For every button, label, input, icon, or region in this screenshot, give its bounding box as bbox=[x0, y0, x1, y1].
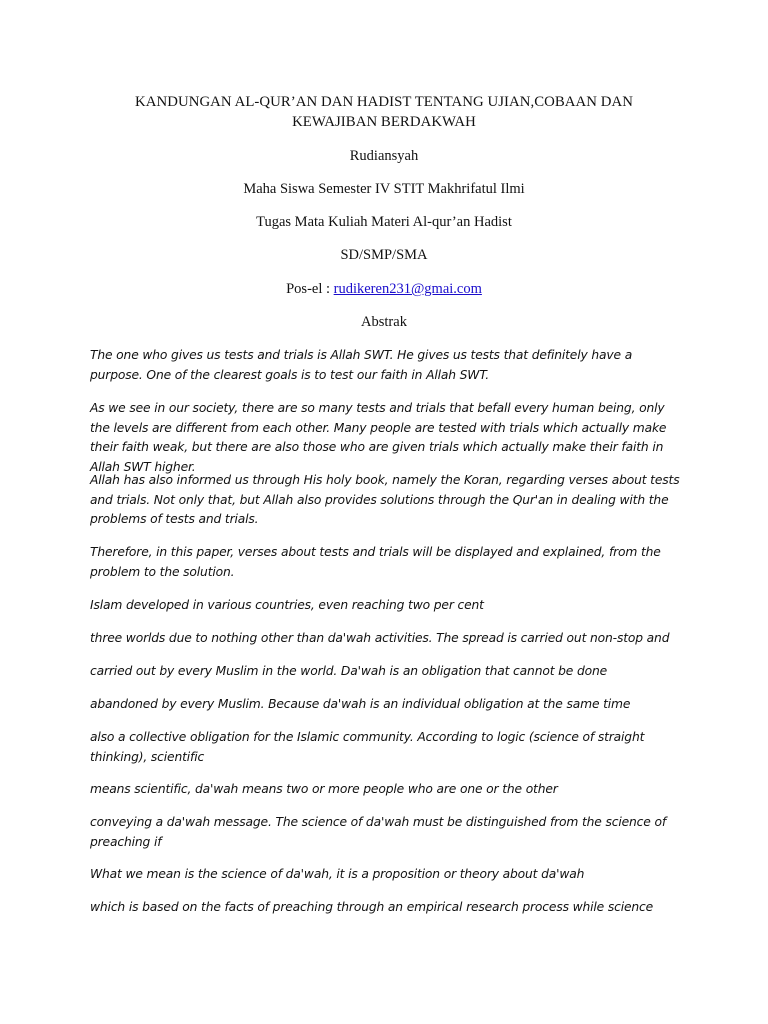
author-name: Rudiansyah bbox=[349, 148, 419, 164]
level-line: SD/SMP/SMA bbox=[340, 247, 428, 263]
abstract-paragraph: Allah has also informed us through His holy book, namely the Koran, regarding verses about tests and trials. Not only that, but Allah also provides solutions through the Qur'an in dealing with the problems of tests and trials. bbox=[90, 473, 680, 526]
contact-line bbox=[0, 279, 768, 299]
course-line: Tugas Mata Kuliah Materi Al-qur’an Hadist bbox=[256, 214, 512, 230]
body-paragraph: conveying a da'wah message. The science of da'wah must be distinguished from the science of preaching if bbox=[90, 815, 667, 849]
title-line-1: KANDUNGAN AL-QUR’AN DAN HADIST TENTANG UJIAN,COBAAN DAN bbox=[135, 94, 633, 110]
title-line-2: KEWAJIBAN BERDAKWAH bbox=[292, 114, 476, 130]
abstract-paragraph: Therefore, in this paper, verses about tests and trials will be displayed and explained, from the problem to the solution. bbox=[90, 545, 661, 579]
affiliation-line: Maha Siswa Semester IV STIT Makhrifatul Ilmi bbox=[243, 181, 525, 197]
body-paragraph: What we mean is the science of da'wah, it is a proposition or theory about da'wah bbox=[90, 867, 585, 881]
body-paragraph: which is based on the facts of preaching through an empirical research process while science bbox=[90, 900, 654, 914]
body-paragraph: Islam developed in various countries, even reaching two per cent bbox=[90, 598, 484, 612]
body-paragraph: carried out by every Muslim in the world. Da'wah is an obligation that cannot be done bbox=[90, 664, 608, 678]
body-paragraph: three worlds due to nothing other than da'wah activities. The spread is carried out non-stop and bbox=[90, 631, 670, 645]
body-paragraph: also a collective obligation for the Islamic community. According to logic (science of straight thinking), scientific bbox=[90, 730, 645, 764]
abstract-paragraph: As we see in our society, there are so many tests and trials that befall every human being, only the levels are different from each other. Many people are tested with trials which actually make their faith weak, but there are also those who are given trials which actually make their faith in Allah SWT higher. bbox=[90, 401, 667, 474]
email-link[interactable]: rudikeren231@gmai.com bbox=[333, 281, 482, 297]
body-paragraph: abandoned by every Muslim. Because da'wah is an individual obligation at the same time bbox=[90, 697, 631, 711]
body-paragraph: means scientific, da'wah means two or more people who are one or the other bbox=[90, 782, 558, 796]
abstract-paragraph: The one who gives us tests and trials is Allah SWT. He gives us tests that definitely have a purpose. One of the clearest goals is to test our faith in Allah SWT. bbox=[90, 348, 633, 382]
abstract-heading: Abstrak bbox=[361, 314, 407, 330]
contact-label: Pos-el : bbox=[286, 281, 334, 297]
